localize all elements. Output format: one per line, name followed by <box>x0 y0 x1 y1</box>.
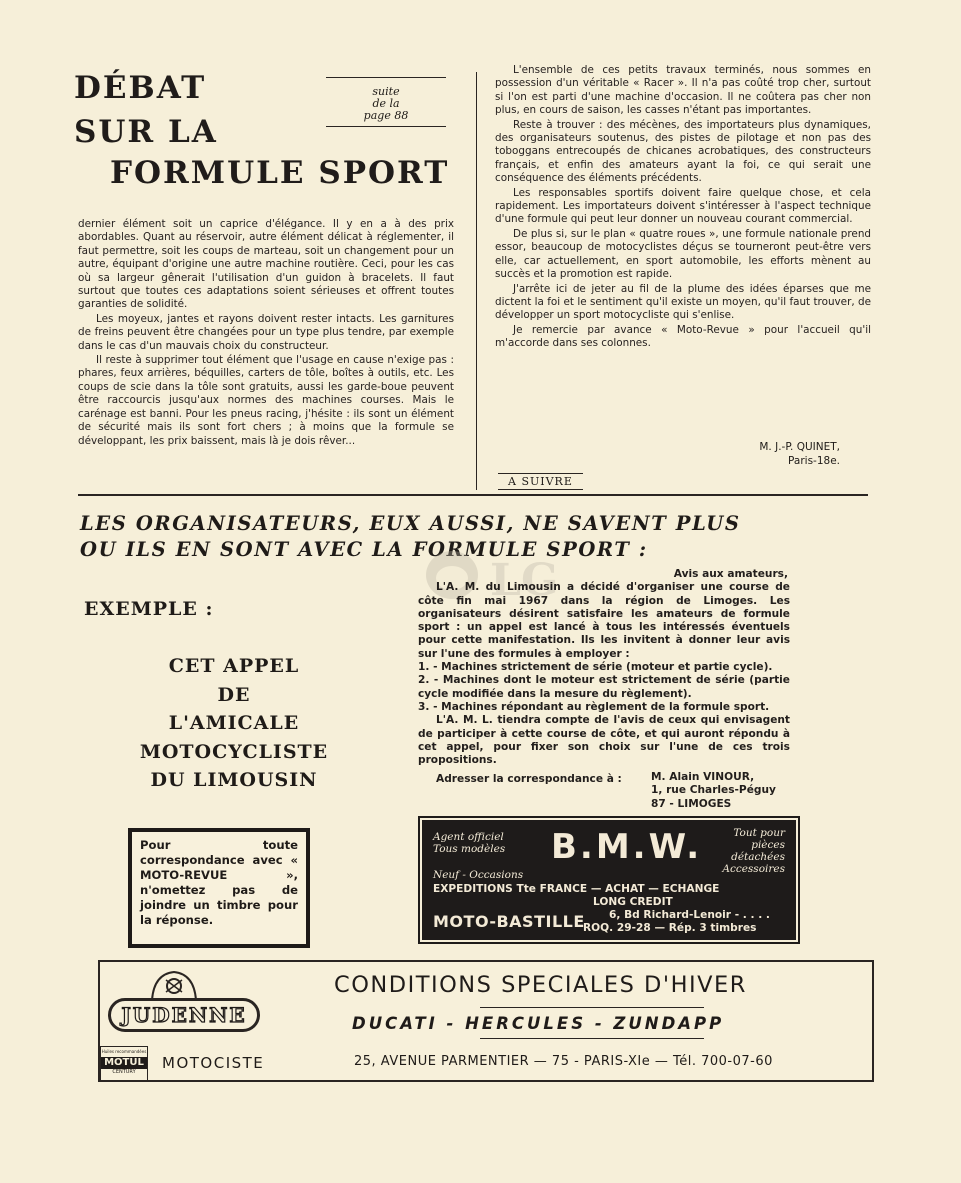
right-paragraph: Les responsables sportifs doivent faire quelque chose, et cela rapidement. Les importateurs doivent s'intéresser à l'aspect technique d'une formule qui peut leur donner un nouveau courant commercial. <box>495 186 871 226</box>
bmw-right-line: détachées <box>731 851 785 863</box>
motociste-label: MOTOCISTE <box>162 1054 265 1072</box>
avis-block <box>418 568 790 767</box>
judenne-ad <box>98 960 874 1082</box>
appel-line: MOTOCYCLISTE <box>139 740 329 763</box>
motul-name: MOTUL <box>101 1057 147 1069</box>
appel-block <box>96 652 372 795</box>
appel-line: L'AMICALE <box>168 712 300 734</box>
signature <box>640 440 840 468</box>
right-paragraph: De plus si, sur le plan « quatre roues », une formule nationale prend essor, beaucoup de motocyclistes déçus se tourneront peut-être vers elle, car actuellement, en sport automobile, les efforts mènent au succès et la promotion est rapide. <box>495 227 871 281</box>
brand-rule-top <box>480 1007 704 1008</box>
address-street: 1, rue Charles-Péguy <box>651 784 776 797</box>
correspondence-box <box>128 828 310 948</box>
svg-text:LG: LG <box>490 555 559 606</box>
section-separator <box>78 494 868 496</box>
article-left-column <box>78 218 454 449</box>
avis-item: 2. - Machines dont le moteur est strictement de série (partie cycle modifiée dans la mesure du règlement). <box>418 674 790 700</box>
suite-text: suite <box>372 85 400 98</box>
left-paragraph: dernier élément soit un caprice d'élégance. Il y en a à des prix abordables. Quant au réservoir, autre élément délicat à réglementer, il faut permettre, soit les coups de marteau, soit un changement pour un autre, équipant d'origine une autre machine routière. Ceci, pour les cas où sa largeur gênerait l'utilisation d'un guidon à bracelets. Il faut surtout que toutes ces adaptations soient sérieuses et offrent toutes garanties de solidité. <box>78 218 454 311</box>
bmw-neuf: Neuf - Occasions <box>433 869 524 881</box>
exemple-label: EXEMPLE : <box>84 598 214 620</box>
bmw-right-line: Tout pour <box>733 827 785 839</box>
avis-title: Avis aux amateurs, <box>673 568 788 580</box>
correspondence-text: Pour toute correspondance avec « MOTO-REVUE », n'omettez pas de joindre un timbre pour la réponse. <box>140 838 298 927</box>
bmw-right-top <box>722 827 785 875</box>
suite-page: page 88 <box>363 109 409 122</box>
a-suivre-label: A SUIVRE <box>498 473 583 490</box>
bmw-right-line: Accessoires <box>722 863 785 875</box>
appel-line: DE <box>217 683 251 706</box>
right-paragraph: Reste à trouver : des mécènes, des importateurs plus dynamiques, des organisateurs soutenus, des pistes de pilotage et non pas des toboggans entrecoupés de chicanes acrobatiques, des constructeurs français, et enfin des amateurs ayant la foi, ce qui serait une conséquence des éléments précédents. <box>495 118 871 185</box>
signature-name: M. J.-P. QUINET, <box>759 441 840 453</box>
judenne-logo-text: JUDENNE <box>121 1003 247 1027</box>
avis-item: 1. - Machines strictement de série (moteur et partie cycle). <box>418 661 773 674</box>
bmw-agent: Agent officiel <box>433 831 504 843</box>
address-block <box>651 771 801 811</box>
avis-intro: L'A. M. du Limousin a décidé d'organiser une course de côte fin mai 1967 dans la région de Limoges. Les organisateurs désirent satisfaire les amateurs de formule sport : un appel est lancé à tous les intéressés éventuels pour cette manifestation. Ils les invitent à donner leur avis sur l'une des formules à employer : <box>418 581 790 660</box>
avis-item: 3. - Machines répondant au règlement de la formule sport. <box>418 700 770 713</box>
right-paragraph: Je remercie par avance « Moto-Revue » pour l'accueil qu'il m'accorde dans ses colonnes. <box>495 323 871 350</box>
suite-reference <box>326 86 446 122</box>
left-paragraph: Il reste à supprimer tout élément que l'usage en cause n'exige pas : phares, feux arrières, béquilles, carters de tôle, boîtes à outils, etc. Les coups de scie dans la tôle sont gratuits, aussi les garde-boue peuvent être raccourcis jusqu'aux normes des machines courses. Mais le carénage est banni. Pour les pneus racing, j'hésite : ils sont un élément de sécurité mais ils sont fort chers ; à moins que la formule se développant, les prix baissent, mais là je dois rêver... <box>78 354 454 447</box>
bmw-models: Tous modèles <box>433 843 506 855</box>
motul-badge <box>100 1046 148 1082</box>
bmw-right-line: pièces <box>751 839 785 851</box>
bmw-expeditions: EXPEDITIONS Tte FRANCE — ACHAT — ECHANGE <box>433 883 720 895</box>
bmw-shop-tel: ROQ. 29-28 — Rép. 3 timbres <box>583 922 757 934</box>
signature-place: Paris-18e. <box>788 455 840 467</box>
appel-line: DU LIMOUSIN <box>150 769 318 791</box>
motul-century: CENTURY <box>112 1069 136 1075</box>
article-title-line-3: FORMULE SPORT <box>110 155 450 191</box>
bmw-left-top <box>433 831 505 855</box>
right-paragraph: L'ensemble de ces petits travaux terminés, nous sommes en possession d'un véritable « Racer ». Il n'a pas coûté trop cher, surtout si l'on est parti d'une machine d'occasion. Il ne coûtera pas cher non plus, en cours de saison, les casses n'étant pas importantes. <box>495 64 871 117</box>
adresser-label: Adresser la correspondance à : <box>436 773 622 785</box>
address-city: 87 - LIMOGES <box>651 797 732 810</box>
avis-outro: L'A. M. L. tiendra compte de l'avis de ceux qui envisagent de participer à cette course de côte, et qui auront répondu à cet appel, pour fixer son choix sur l'une de ces trois propositions. <box>418 714 790 767</box>
appel-line: CET APPEL <box>168 655 300 677</box>
judenne-brands: DUCATI - HERCULES - ZUNDAPP <box>352 1014 725 1033</box>
suite-rule-bottom <box>326 126 446 127</box>
article-title-line-1: DÉBAT <box>74 70 207 106</box>
bmw-ad <box>422 820 796 940</box>
suite-rule-top <box>326 77 446 78</box>
judenne-headline: CONDITIONS SPECIALES D'HIVER <box>334 972 747 998</box>
article-title-line-2: SUR LA <box>74 114 218 150</box>
judenne-logo <box>108 998 260 1032</box>
left-paragraph: Les moyeux, jantes et rayons doivent rester intacts. Les garnitures de freins peuvent être changées pour un type plus tendre, par exemple dans le cas d'un mauvais choix du constructeur. <box>78 312 454 352</box>
brand-rule-bottom <box>480 1038 704 1039</box>
bmw-shop-address: 6, Bd Richard-Lenoir - . . . . <box>609 909 770 921</box>
article-right-column <box>495 64 871 352</box>
motul-small: Huiles recommandées <box>101 1049 147 1054</box>
bmw-brand: B.M.W. <box>551 827 703 867</box>
judenne-address: 25, AVENUE PARMENTIER — 75 - PARIS-XIe — Tél. 700-07-60 <box>354 1054 773 1069</box>
bmw-shop: MOTO-BASTILLE <box>433 912 585 931</box>
right-paragraph: J'arrête ici de jeter au fil de la plume des idées éparses que me dictent la foi et le sentiment qu'il existe un moyen, qu'il faut trouver, de développer un sport motocycliste qui s'enlise. <box>495 282 871 322</box>
notice-headline-line-2: OU ILS EN SONT AVEC LA FORMULE SPORT : <box>80 538 648 561</box>
suite-text-2: de la <box>372 97 400 110</box>
bmw-credit: LONG CREDIT <box>593 896 673 908</box>
notice-headline-line-1: LES ORGANISATEURS, EUX AUSSI, NE SAVENT PLUS <box>80 512 741 535</box>
address-name: M. Alain VINOUR, <box>651 771 755 783</box>
column-divider <box>476 72 477 490</box>
